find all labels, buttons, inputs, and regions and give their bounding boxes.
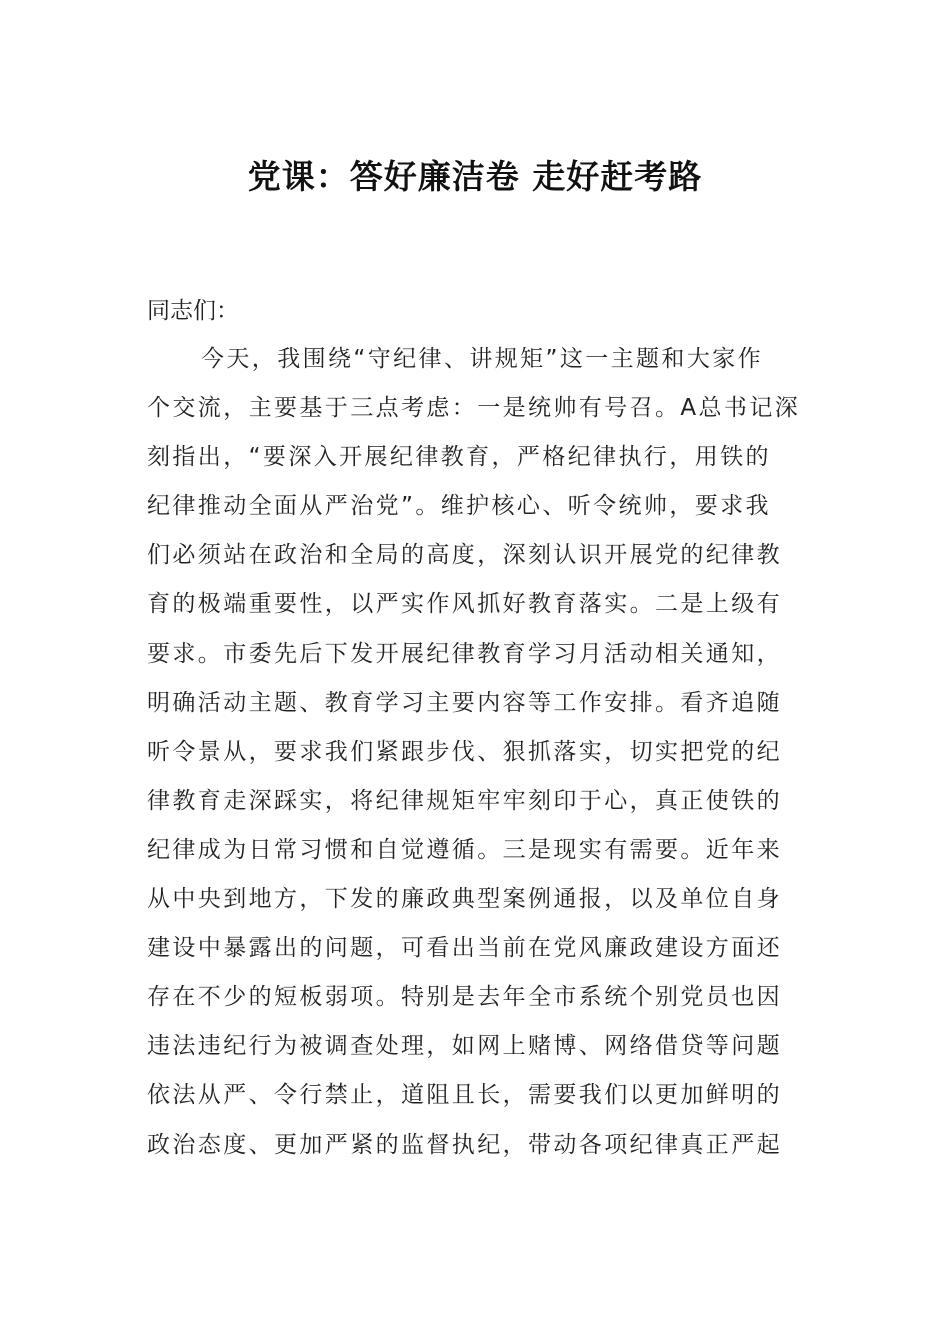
paragraph-line: 建设中暴露出的问题，可看出当前在党风廉政建设方面还	[147, 935, 782, 962]
body-paragraph	[147, 340, 807, 1175]
document-title: 党课：答好廉洁卷 走好赶考路	[247, 157, 703, 196]
paragraph-line: 育的极端重要性，以严实作风抓好教育落实。二是上级有	[147, 591, 782, 618]
paragraph-line: 纪律成为日常习惯和自觉遵循。三是现实有需要。近年来	[147, 836, 782, 863]
paragraph-line: 律教育走深踩实，将纪律规矩牢牢刻印于心，真正使铁的	[147, 787, 782, 814]
paragraph-line: 纪律推动全面从严治党”。维护核心、听令统帅，要求我	[147, 493, 771, 520]
paragraph-line: 政治态度、更加严紧的监督执纪，带动各项纪律真正严起	[147, 1131, 782, 1158]
paragraph-line: 明确活动主题、教育学习主要内容等工作安排。看齐追随	[147, 689, 782, 716]
paragraph-line: 今天，我围绕“守纪律、讲规矩”这一主题和大家作	[201, 346, 764, 372]
paragraph-line: 刻指出，“要深入开展纪律教育，严格纪律执行，用铁的	[147, 444, 771, 471]
paragraph-line: 个交流，主要基于三点考虑：一是统帅有号召。A总书记深	[147, 395, 801, 422]
paragraph-line: 要求。市委先后下发开展纪律教育学习月活动相关通知，	[147, 640, 782, 667]
paragraph-line: 违法违纪行为被调查处理，如网上赌博、网络借贷等问题	[147, 1033, 782, 1060]
paragraph-line: 依法从严、令行禁止，道阻且长，需要我们以更加鲜明的	[147, 1082, 782, 1109]
paragraph-line: 存在不少的短板弱项。特别是去年全市系统个别党员也因	[147, 984, 782, 1011]
paragraph-line: 从中央到地方，下发的廉政典型案例通报，以及单位自身	[147, 886, 782, 913]
paragraph-line: 们必须站在政治和全局的高度，深刻认识开展党的纪律教	[147, 542, 782, 569]
salutation: 同志们：	[147, 298, 239, 324]
paragraph-line: 听令景从，要求我们紧跟步伐、狠抓落实，切实把党的纪	[147, 738, 782, 765]
